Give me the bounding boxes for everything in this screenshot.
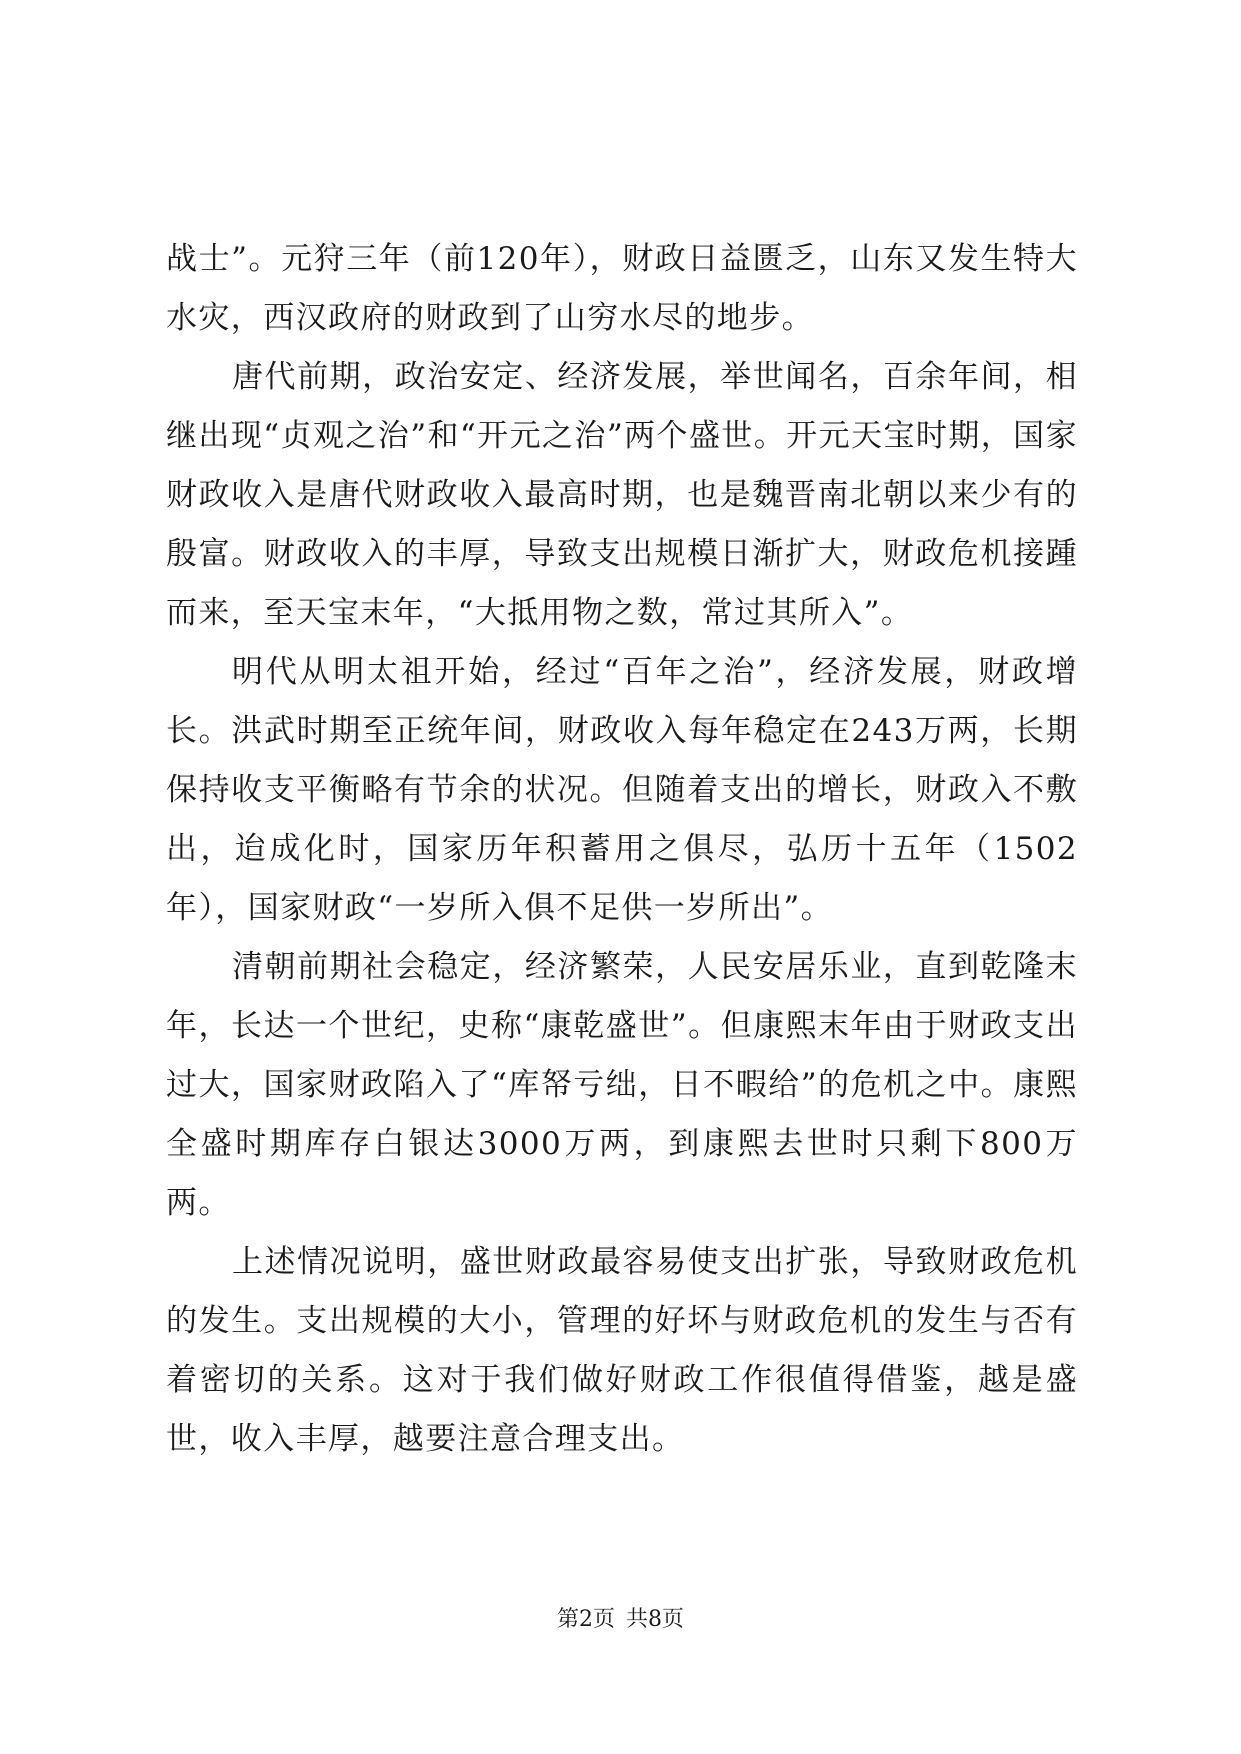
paragraph-qing-dynasty: 清朝前期社会稳定，经济繁荣，人民安居乐业，直到乾隆末年，长达一个世纪，史称“康乾盛世”。但康熙末年由于财政支出过大，国家财政陷入了“库帑亏绌，日不暇给”的危机之中。康熙全盛时期库存白银达3000万两，到康熙去世时只剩下800万两。: [166, 949, 1078, 1221]
page-number: 第2页: [557, 1607, 615, 1632]
document-body: [166, 230, 1078, 1469]
paragraph-continuation: 战士”。元狩三年（前120年），财政日益匮乏，山东又发生特大水灾，西汉政府的财政到了山穷水尽的地步。: [166, 241, 1078, 336]
page-total: 共8页: [626, 1607, 684, 1632]
paragraph-ming-dynasty: 明代从明太祖开始，经过“百年之治”，经济发展，财政增长。洪武时期至正统年间，财政收入每年稳定在243万两，长期保持收支平衡略有节余的状况。但随着支出的增长，财政入不敷出，迨成化时，国家历年积蓄用之俱尽，弘历十五年（1502年），国家财政“一岁所入俱不足供一岁所出”。: [166, 654, 1078, 926]
page-footer: [0, 1605, 1241, 1635]
paragraph-tang-dynasty: 唐代前期，政治安定、经济发展，举世闻名，百余年间，相继出现“贞观之治”和“开元之治”两个盛世。开元天宝时期，国家财政收入是唐代财政收入最高时期，也是魏晋南北朝以来少有的殷富。财政收入的丰厚，导致支出规模日渐扩大，财政危机接踵而来，至天宝末年，“大抵用物之数，常过其所入”。: [166, 359, 1078, 631]
paragraph-conclusion: 上述情况说明，盛世财政最容易使支出扩张，导致财政危机的发生。支出规模的大小，管理的好坏与财政危机的发生与否有着密切的关系。这对于我们做好财政工作很值得借鉴，越是盛世，收入丰厚，越要注意合理支出。: [166, 1244, 1078, 1457]
